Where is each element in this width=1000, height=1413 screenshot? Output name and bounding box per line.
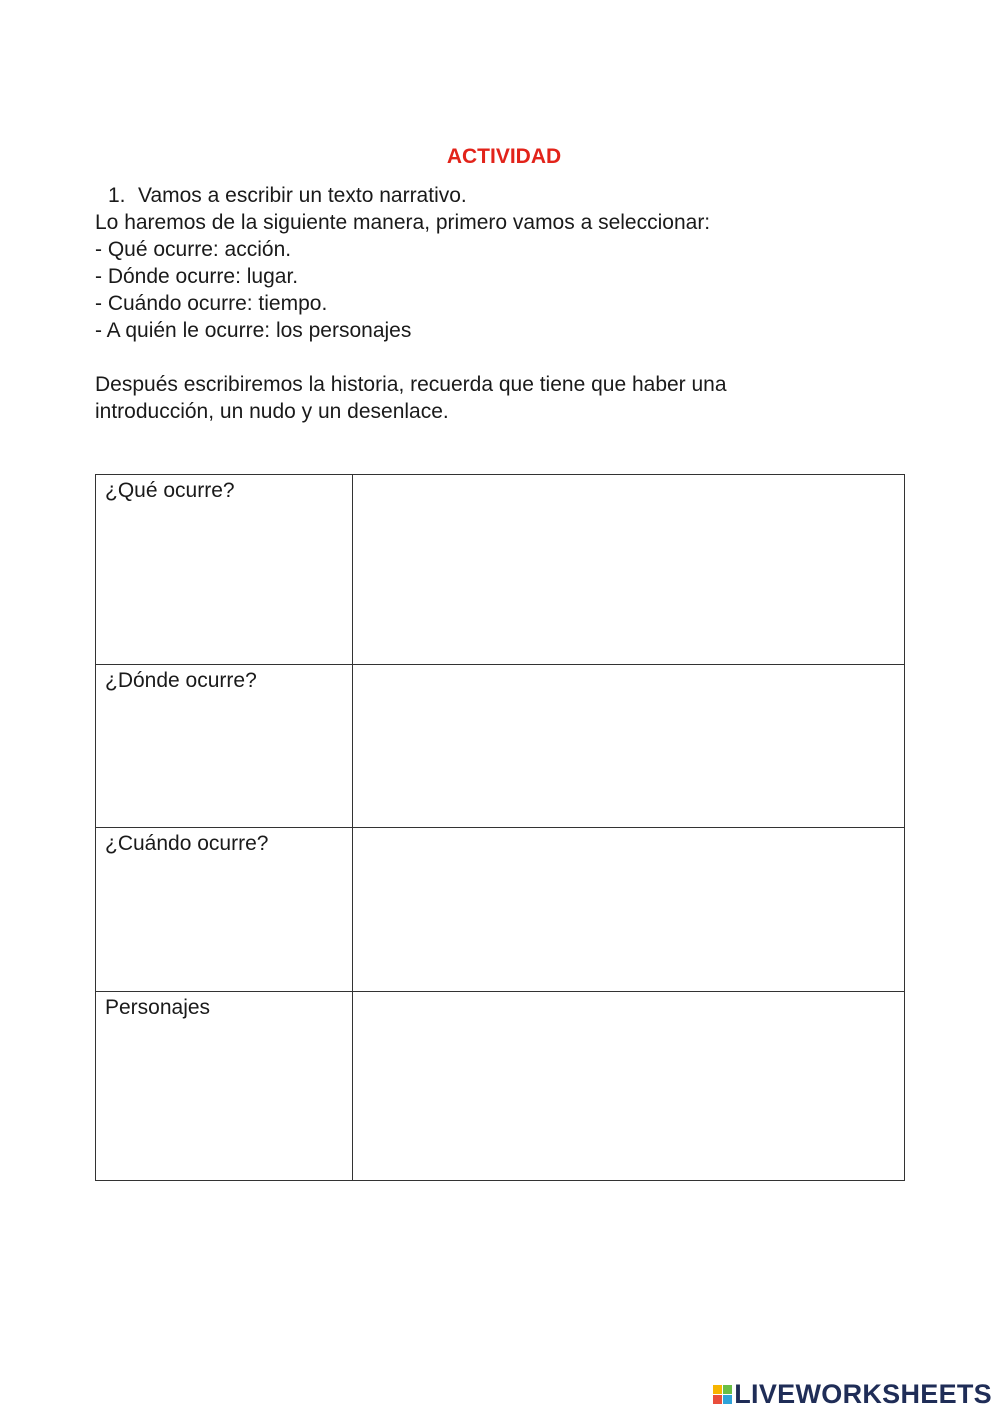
liveworksheets-logo: [713, 1376, 992, 1412]
numbered-item: [108, 182, 467, 209]
table-row: [96, 665, 905, 828]
item-number: 1.: [108, 184, 126, 207]
page-title: ACTIVIDAD: [446, 145, 562, 168]
table-row: [96, 828, 905, 992]
logo-square: [713, 1395, 722, 1404]
logo-square: [723, 1385, 732, 1394]
instruction-paragraph: [95, 371, 855, 425]
intro-lines: [95, 209, 710, 344]
row-label-cuando: ¿Cuándo ocurre?: [96, 828, 353, 992]
logo-square: [723, 1395, 732, 1404]
intro-line: - A quién le ocurre: los personajes: [95, 319, 412, 342]
row-label-donde: ¿Dónde ocurre?: [96, 665, 353, 828]
intro-line: - Cuándo ocurre: tiempo.: [95, 292, 328, 315]
table-row: [96, 475, 905, 665]
answer-cell-cuando[interactable]: [353, 828, 905, 992]
answer-cell-personajes[interactable]: [353, 992, 905, 1181]
instruction-line: introducción, un nudo y un desenlace.: [95, 400, 449, 423]
logo-mark-icon: [713, 1385, 732, 1404]
instruction-line: Después escribiremos la historia, recuerda que tiene que haber una: [95, 373, 727, 396]
logo-square: [713, 1385, 722, 1394]
row-label-personajes: Personajes: [96, 992, 353, 1181]
item-text: Vamos a escribir un texto narrativo.: [138, 184, 467, 207]
answer-cell-que[interactable]: [353, 475, 905, 665]
logo-text: LIVEWORKSHEETS: [734, 1378, 992, 1409]
intro-line: - Dónde ocurre: lugar.: [95, 265, 299, 288]
answer-cell-donde[interactable]: [353, 665, 905, 828]
story-planning-table: [95, 474, 905, 1181]
intro-line: - Qué ocurre: acción.: [95, 238, 292, 261]
row-label-que: ¿Qué ocurre?: [96, 475, 353, 665]
table-row: [96, 992, 905, 1181]
intro-line: Lo haremos de la siguiente manera, primero vamos a seleccionar:: [95, 211, 711, 234]
